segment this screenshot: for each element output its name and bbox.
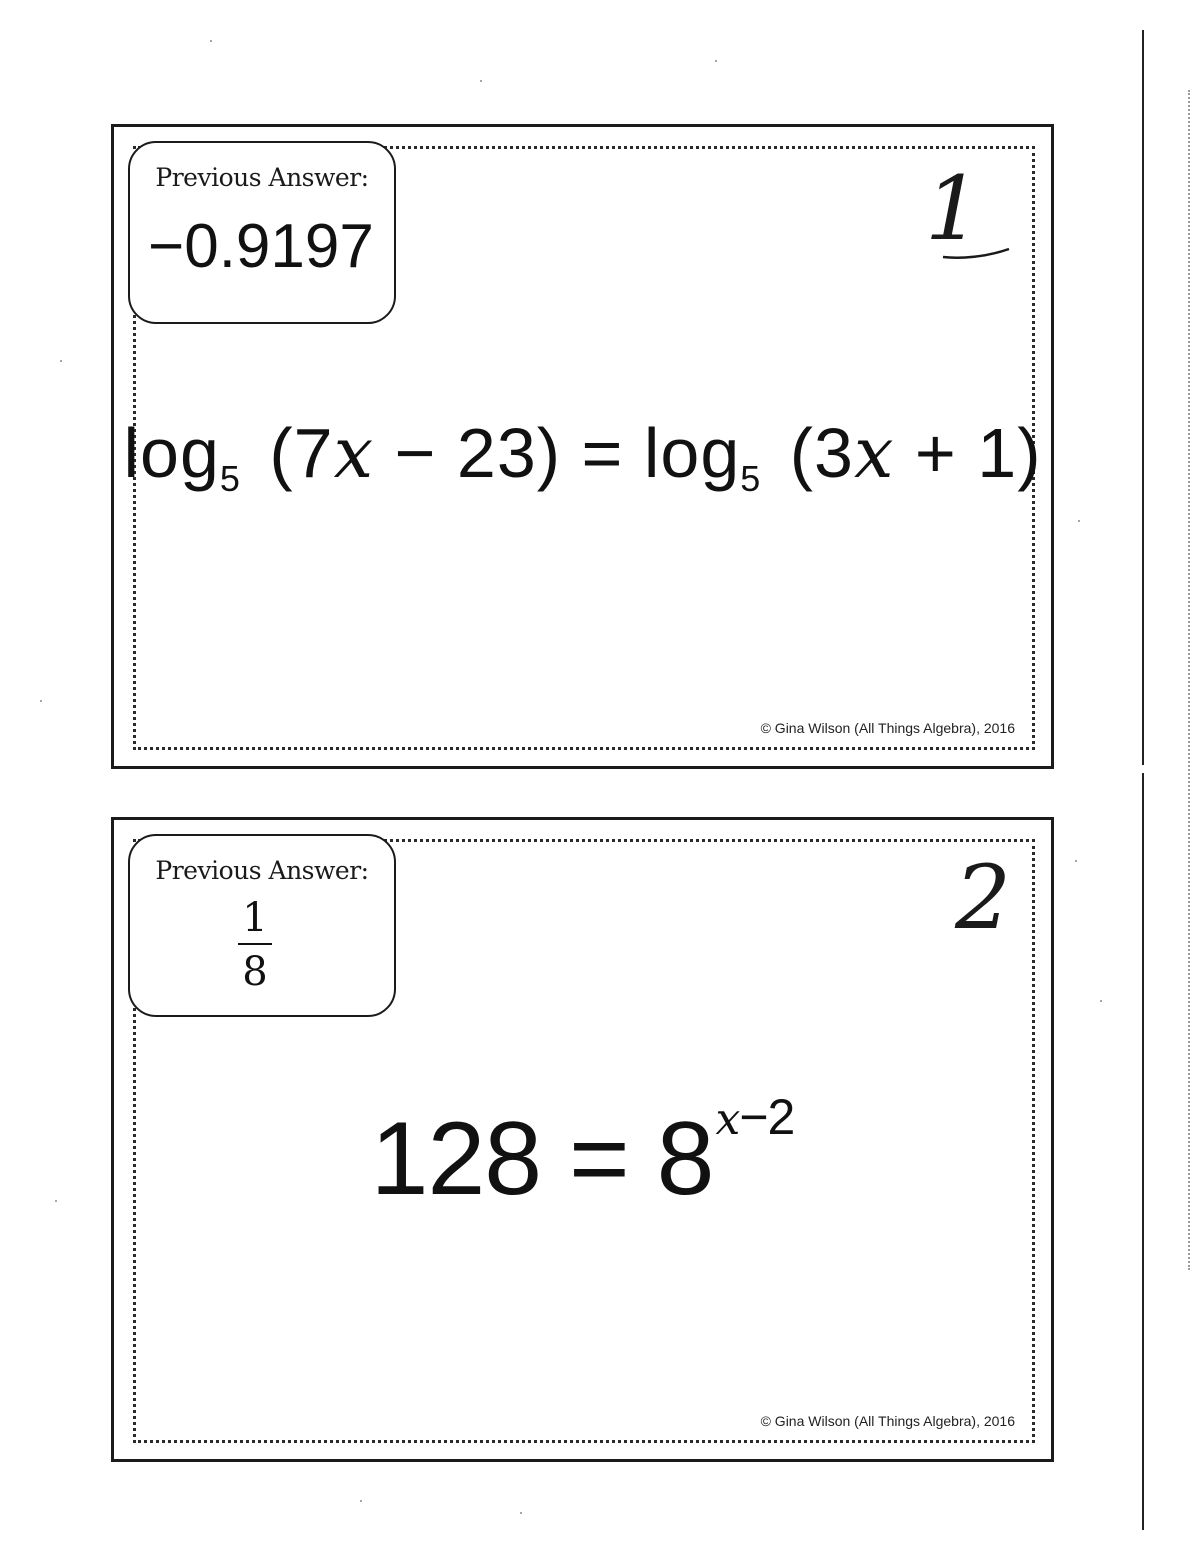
log-word-left: log <box>123 414 220 492</box>
scan-speck <box>715 60 717 62</box>
fraction-denominator: 8 <box>242 949 268 995</box>
left-variable: x <box>333 412 375 494</box>
log-word-right: log <box>643 414 741 492</box>
page-edge-line <box>1142 30 1144 1530</box>
scan-speck <box>40 700 42 702</box>
scan-speck <box>480 80 482 82</box>
previous-answer-box <box>128 141 396 324</box>
previous-answer-box <box>128 834 396 1017</box>
exponent-rest: −2 <box>739 1089 795 1145</box>
previous-answer-label: Previous Answer: <box>155 163 369 192</box>
scan-speck <box>210 40 212 42</box>
left-rest: − 23) = <box>374 414 644 492</box>
scan-speck <box>520 1512 522 1514</box>
copyright-notice: © Gina Wilson (All Things Algebra), 2016 <box>760 720 1015 736</box>
handwritten-card-number: 1 <box>925 157 981 260</box>
equation <box>114 412 1051 500</box>
log-base-left: 5 <box>219 458 241 499</box>
exponent-variable: x <box>715 1094 740 1145</box>
page-edge-dots <box>1188 90 1191 1270</box>
fraction-bar <box>238 943 272 945</box>
previous-answer-fraction <box>230 896 280 994</box>
log-base-right: 5 <box>740 458 762 499</box>
exponent <box>716 1089 795 1145</box>
previous-answer-label: Previous Answer: <box>155 856 369 885</box>
page-edge-gap <box>1142 765 1144 773</box>
right-variable: x <box>854 412 895 494</box>
equation <box>114 1088 1051 1219</box>
left-open: (7 <box>248 414 334 492</box>
right-rest: + 1) <box>894 414 1042 492</box>
scan-speck <box>1100 1000 1102 1002</box>
right-open: (3 <box>769 414 854 492</box>
copyright-notice: © Gina Wilson (All Things Algebra), 2016 <box>760 1413 1015 1429</box>
task-card-1 <box>111 124 1054 769</box>
fraction-numerator: 1 <box>242 895 268 941</box>
scan-speck <box>55 1200 57 1202</box>
scan-speck <box>60 360 62 362</box>
equation-lhs: 128 = 8 <box>370 1101 714 1217</box>
task-card-2 <box>111 817 1054 1462</box>
handwritten-card-number: 2 <box>955 846 1011 949</box>
scan-speck <box>1078 520 1080 522</box>
scan-speck <box>1075 860 1077 862</box>
handwritten-underline <box>941 247 1011 261</box>
previous-answer-value: −0.9197 <box>148 212 374 281</box>
scan-speck <box>360 1500 362 1502</box>
